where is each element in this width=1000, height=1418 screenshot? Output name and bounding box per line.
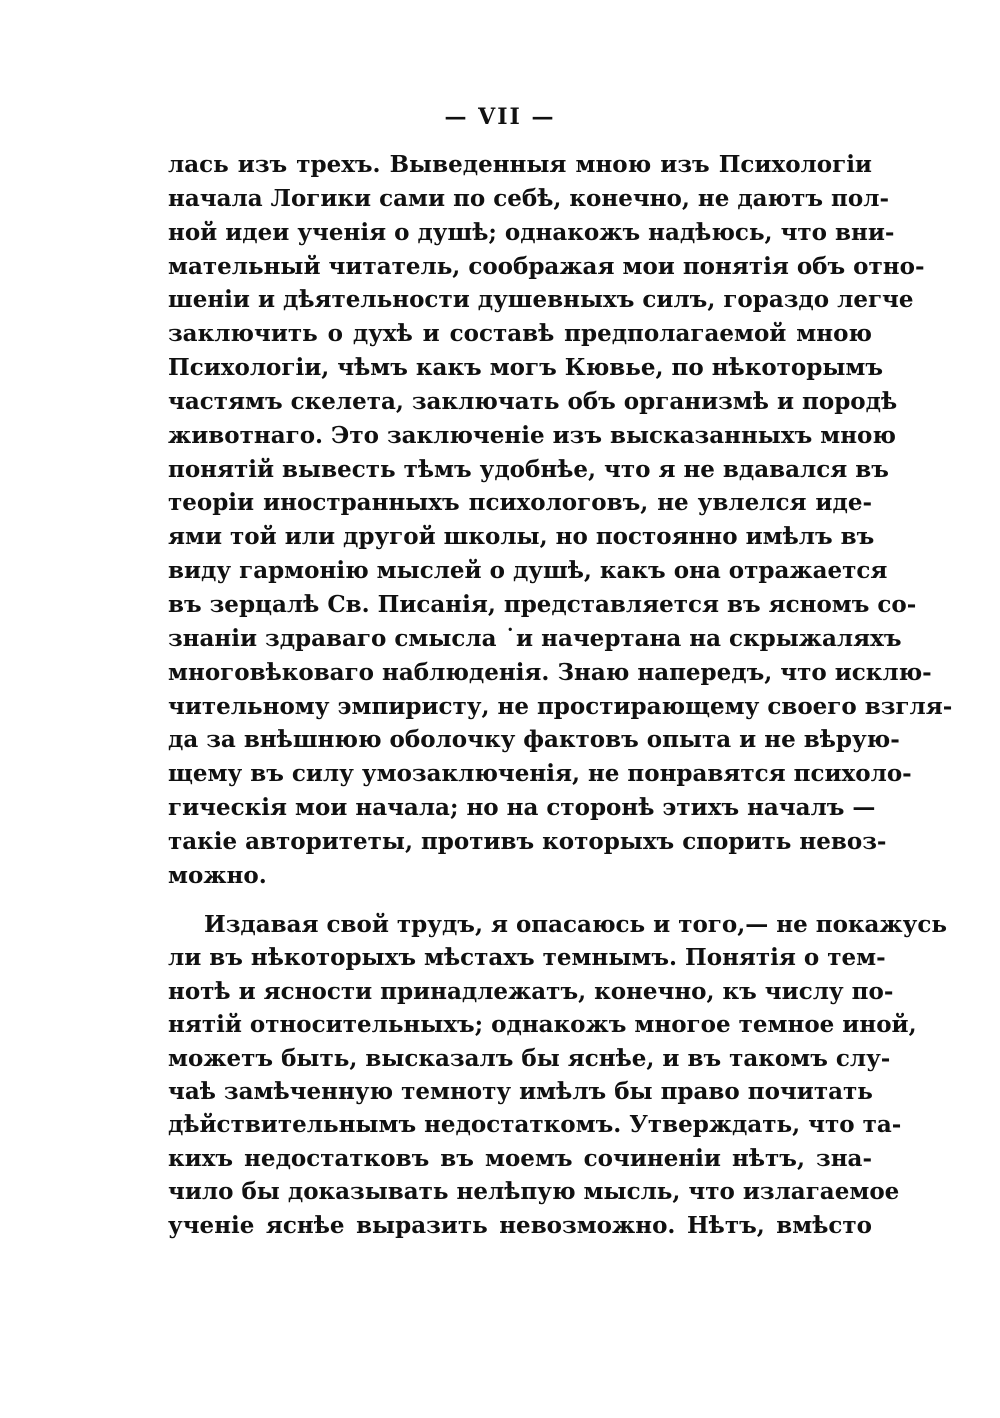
text-line: чаѣ замѣченную темноту имѣлъ бы право почитать [168, 1077, 873, 1105]
text-line: нотѣ и ясности принадлежатъ, конечно, къ числу по- [168, 977, 894, 1005]
text-line: Психологіи, чѣмъ какъ могъ Кювье, по нѣкоторымъ [168, 354, 884, 382]
text-line: многовѣковаго наблюденія. Знаю напередъ, что исклю- [168, 658, 932, 686]
text-line: ученіе яснѣе выразить невозможно. Нѣтъ, вмѣсто [168, 1211, 872, 1239]
text-line: такіе авторитеты, противъ которыхъ спорить невоз- [168, 827, 887, 855]
text-line: понятій вывесть тѣмъ удобнѣе, что я не вдавался въ [168, 455, 889, 483]
text-line: виду гармонію мыслей о душѣ, какъ она отражается [168, 557, 888, 585]
text-line: теоріи иностранныхъ психологовъ, не увлелся иде- [168, 489, 872, 517]
text-line: частямъ скелета, заключать объ организмѣ и породѣ [168, 387, 898, 415]
text-line: чило бы доказывать нелѣпую мысль, что излагаемое [168, 1178, 900, 1206]
text-line: гическія мои начала; но на сторонѣ этихъ началъ — [168, 794, 876, 822]
text-line: можно. [168, 861, 267, 889]
text-line: ями той или другой школы, но постоянно имѣлъ въ [168, 523, 875, 551]
text-line: ной идеи ученія о душѣ; однакожъ надѣюсь, что вни- [168, 218, 895, 246]
text-line: дѣйствительнымъ недостаткомъ. Утверждать, что та- [168, 1111, 902, 1139]
text-line: можетъ быть, высказалъ бы яснѣе, и въ такомъ слу- [168, 1044, 891, 1072]
paragraph-2 [168, 908, 947, 1242]
text-line: въ зерцалѣ Св. Писанія, представляется въ ясномъ со- [168, 590, 917, 618]
text-line: начала Логики сами по себѣ, конечно, не даютъ пол- [168, 184, 889, 212]
text-line: да за внѣшнюю оболочку фактовъ опыта и не вѣрую- [168, 726, 900, 754]
text-line: мательный читатель, соображая мои понятія объ отно- [168, 252, 925, 280]
text-line: чительному эмпиристу, не простирающему своего взгля- [168, 692, 953, 720]
page-number: — VII — [444, 104, 556, 130]
text-line: кихъ недостатковъ въ моемъ сочиненіи нѣтъ, зна- [168, 1144, 872, 1172]
text-line: шеніи и дѣятельности душевныхъ силъ, гораздо легче [168, 286, 914, 314]
text-line: ли въ нѣкоторыхъ мѣстахъ темнымъ. Понятія о тем- [168, 944, 886, 972]
text-line: щему въ силу умозаключенія, не понравятся психоло- [168, 760, 912, 788]
text-line: нятій относительныхъ; однакожъ многое темное иной, [168, 1011, 917, 1039]
text-line: Издавая свой трудъ, я опасаюсь и того,— не покажусь [204, 911, 947, 938]
text-line: знаніи здраваго смысла ˙и начертана на скрыжаляхъ [168, 624, 902, 652]
text-line: заключить о духѣ и составѣ предполагаемой мною [168, 320, 872, 348]
text-line: лась изъ трехъ. Выведенныя мною изъ Психологіи [168, 151, 872, 178]
text-line: животнаго. Это заключеніе изъ высказанныхъ мною [168, 421, 896, 449]
paragraph-1 [168, 148, 953, 893]
